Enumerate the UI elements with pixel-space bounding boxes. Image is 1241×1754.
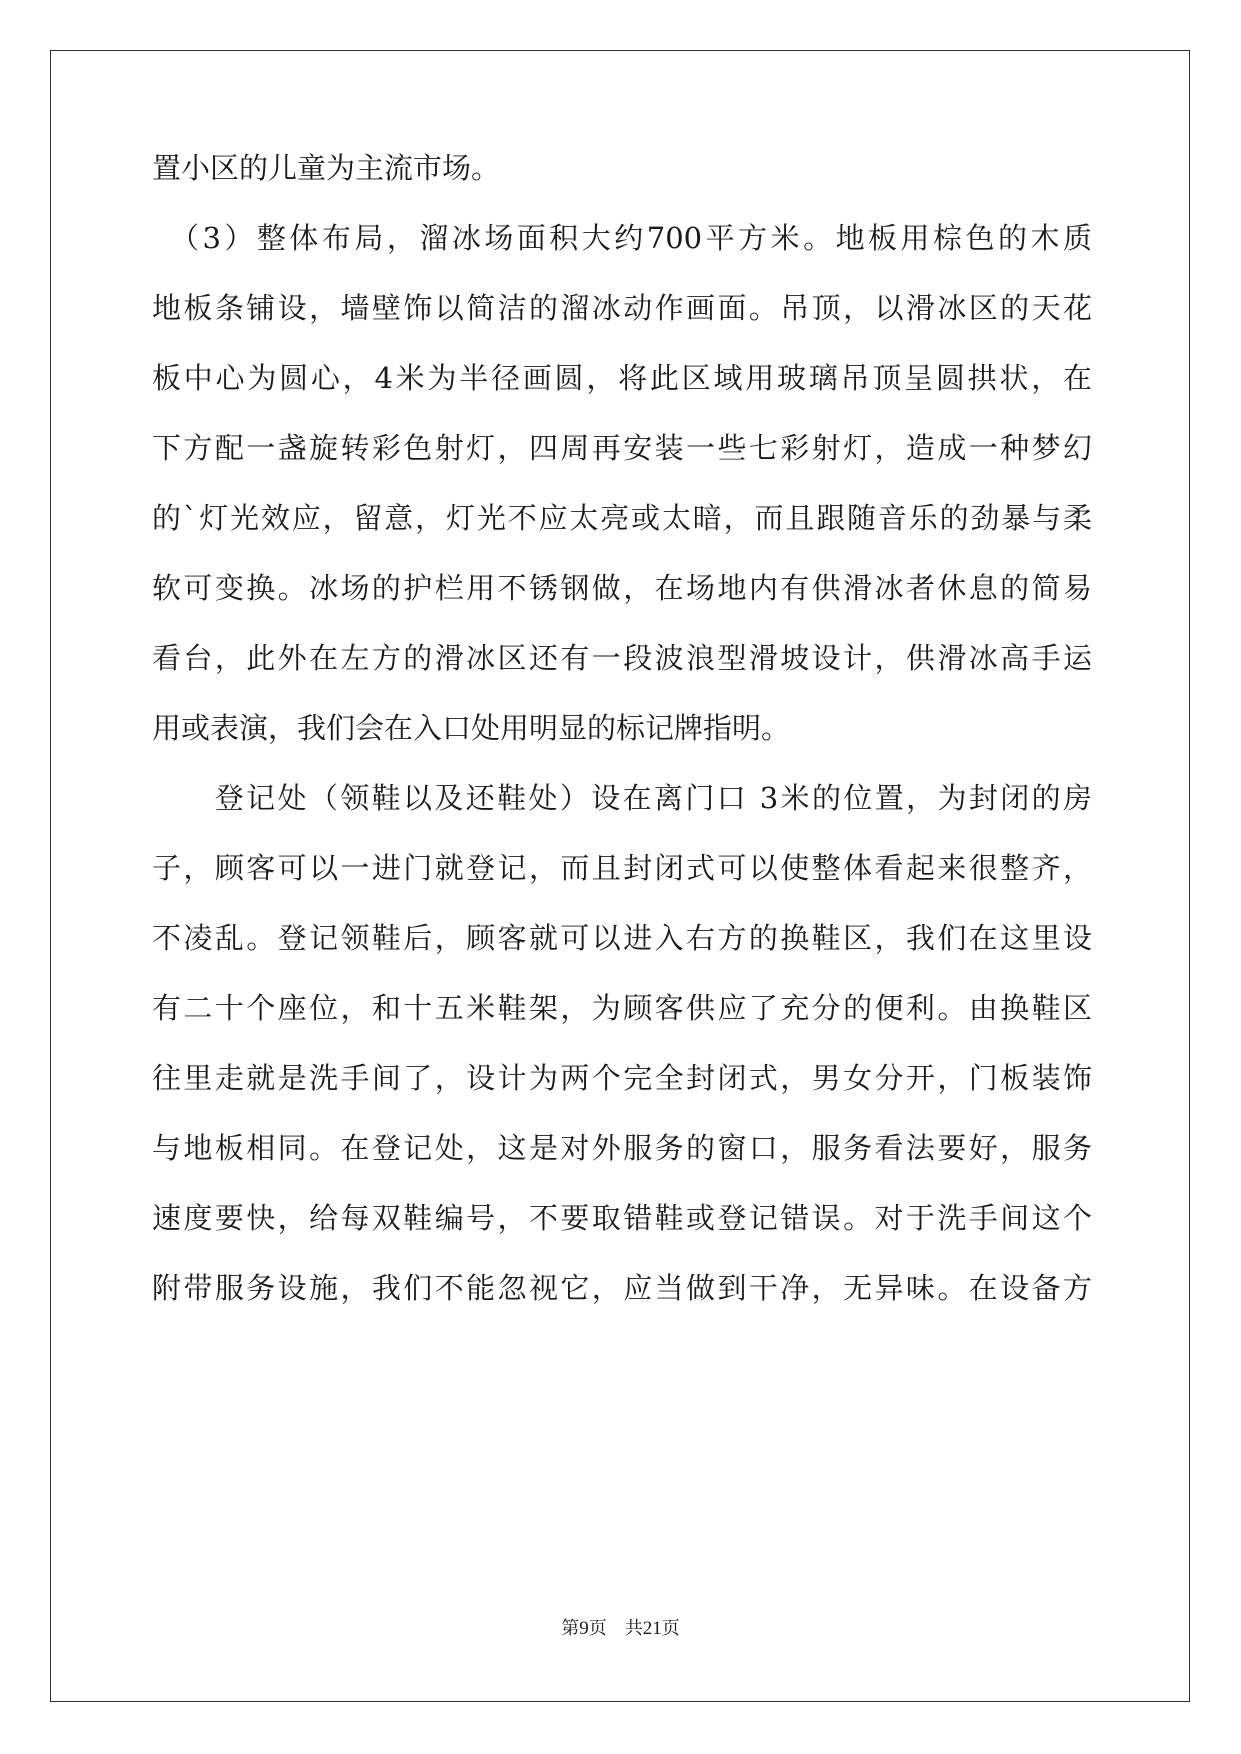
text-line-13: 有二十个座位，和十五米鞋架，为顾客供应了充分的便利。由换鞋区 [152, 991, 1092, 1025]
current-page-number: 9 [579, 1618, 589, 1639]
footer-page-unit: 页 [588, 1618, 607, 1639]
text-line-3: 地板条铺设，墙壁饰以简洁的溜冰动作画面。吊顶，以滑冰区的天花 [152, 291, 1092, 325]
text-line-9: 用或表演，我们会在入口处用明显的标记牌指明。 [152, 711, 791, 745]
total-pages-number: 21 [642, 1618, 662, 1639]
text-line-4: 板中心为圆心，4米为半径画圆，将此区域用玻璃吊顶呈圆拱状，在 [152, 361, 1092, 395]
text-line-14: 往里走就是洗手间了，设计为两个完全封闭式，男女分开，门板装饰 [152, 1061, 1092, 1095]
text-line-17: 附带服务设施，我们不能忽视它，应当做到干净，无异味。在设备方 [152, 1271, 1092, 1305]
text-line-2: （3）整体布局，溜冰场面积大约700平方米。地板用棕色的木质 [152, 221, 1092, 255]
text-line-1: 置小区的儿童为主流市场。 [152, 151, 501, 185]
text-line-12: 不凌乱。登记领鞋后，顾客就可以进入右方的换鞋区，我们在这里设 [152, 921, 1092, 955]
text-line-11: 子，顾客可以一进门就登记，而且封闭式可以使整体看起来很整齐， [152, 851, 1092, 885]
text-line-16: 速度要快，给每双鞋编号，不要取错鞋或登记错误。对于洗手间这个 [152, 1201, 1092, 1235]
text-line-15: 与地板相同。在登记处，这是对外服务的窗口，服务看法要好，服务 [152, 1131, 1092, 1165]
text-line-8: 看台，此外在左方的滑冰区还有一段波浪型滑坡设计，供滑冰高手运 [152, 641, 1092, 675]
text-line-10: 登记处（领鞋以及还鞋处）设在离门口 3米的位置，为封闭的房 [152, 781, 1092, 815]
footer-total-prefix: 共 [624, 1618, 643, 1639]
footer-prefix: 第 [561, 1618, 580, 1639]
text-line-6: 的`灯光效应，留意，灯光不应太亮或太暗，而且跟随音乐的劲暴与柔 [152, 501, 1092, 535]
text-line-5: 下方配一盏旋转彩色射灯，四周再安装一些七彩射灯，造成一种梦幻 [152, 431, 1092, 465]
text-line-7: 软可变换。冰场的护栏用不锈钢做，在场地内有供滑冰者休息的简易 [152, 571, 1092, 605]
page-footer [0, 1617, 1241, 1641]
footer-total-unit: 页 [661, 1618, 680, 1639]
